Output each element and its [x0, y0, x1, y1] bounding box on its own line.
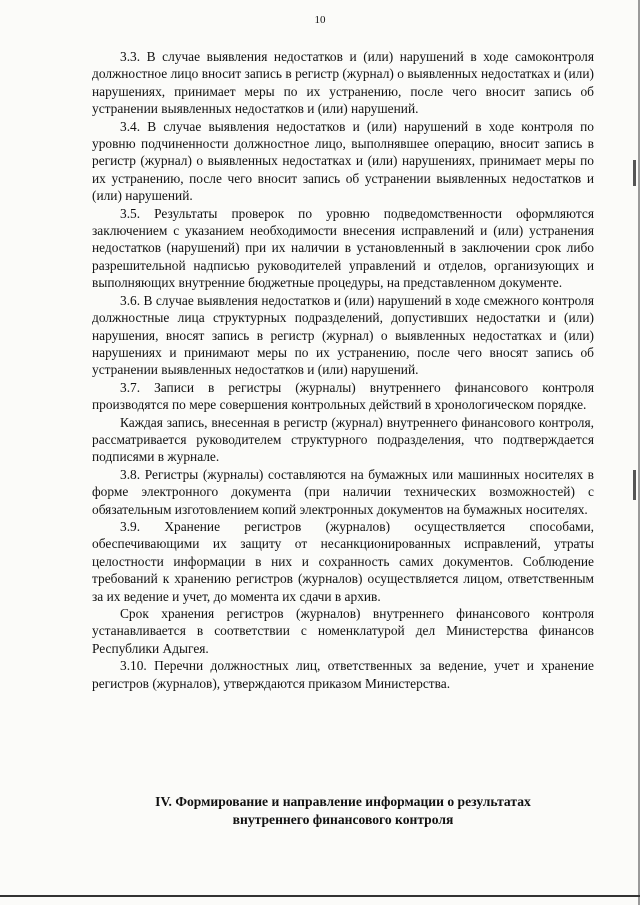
paragraph-3-4: 3.4. В случае выявления недостатков и (или) нарушений в ходе контроля по уровню подчиненности должностное лицо, выполнявшее операцию, вносит запись в регистр (журнал) о выявленных недостатках и (или) нарушениях, принимает меры по их устранению, после чего вносит запись об устранении выявленных недостатков и (или) нарушений. [92, 118, 594, 204]
scan-bottom-line [0, 895, 640, 897]
paragraph-3-3: 3.3. В случае выявления недостатков и (или) нарушений в ходе самоконтроля должностное лицо вносит запись в регистр (журнал) о выявленных недостатках и (или) нарушениях, принимает меры по их устранению, после чего вносит запись об устранении выявленных недостатков и (или) нарушений. [92, 49, 594, 117]
scan-edge-mark [633, 160, 636, 186]
paragraph-3-7-review: Каждая запись, внесенная в регистр (журнал) внутреннего финансового контроля, рассматривается руководителем структурного подразделения, что подтверждается подписями в журнале. [92, 414, 594, 465]
paragraph-3-5: 3.5. Результаты проверок по уровню подведомственности оформляются заключением с указанием необходимости внесения исправлений и (или) устранения недостатков (нарушений) при их наличии в установленный в заключении срок либо разрешительной надписью руководителей управлений и отделов, организующих и выполняющих внутренние бюджетные процедуры, на представленном документе. [92, 205, 594, 291]
paragraph-3-7: 3.7. Записи в регистры (журналы) внутреннего финансового контроля производятся по мере совершения контрольных действий в хронологическом порядке. [92, 379, 594, 413]
paragraph-3-9: 3.9. Хранение регистров (журналов) осуществляется способами, обеспечивающими их защиту от несанкционированных исправлений, утраты целостности информации в них и сохранность самих документов. Соблюдение требований к хранению регистров (журналов) осуществляется лицом, ответственным за их ведение и учет, до момента их сдачи в архив. [92, 518, 594, 604]
scan-edge-mark [633, 470, 636, 500]
section-heading-line-1: IV. Формирование и направление информации о результатах [155, 794, 531, 809]
paragraph-3-10: 3.10. Перечни должностных лиц, ответственных за ведение, учет и хранение регистров (журналов), утверждаются приказом Министерства. [92, 658, 594, 691]
paragraph-3-8: 3.8. Регистры (журналы) составляются на бумажных или машинных носителях в форме электронного документа (при наличии технических возможностей) с обязательным изготовлением копий электронных документов на бумажных носителях. [92, 466, 594, 517]
paragraph-3-6: 3.6. В случае выявления недостатков и (или) нарушений в ходе смежного контроля должностные лица структурных подразделений, допустивших недостатки и (или) нарушения, вносят запись в регистр (журнал) о выявленных недостатках и (или) нарушениях и принимают меры по их устранению, после чего вносят запись об устранении выявленных недостатков и (или) нарушений. [92, 292, 594, 378]
section-heading-line-2: внутреннего финансового контроля [232, 812, 454, 827]
section-heading [92, 793, 594, 829]
paragraph-3-9-retention: Срок хранения регистров (журналов) внутреннего финансового контроля устанавливается в соответствии с номенклатурой дел Министерства финансов Республики Адыгея. [92, 606, 594, 656]
page-number: 10 [314, 14, 326, 26]
document-body [92, 48, 594, 692]
